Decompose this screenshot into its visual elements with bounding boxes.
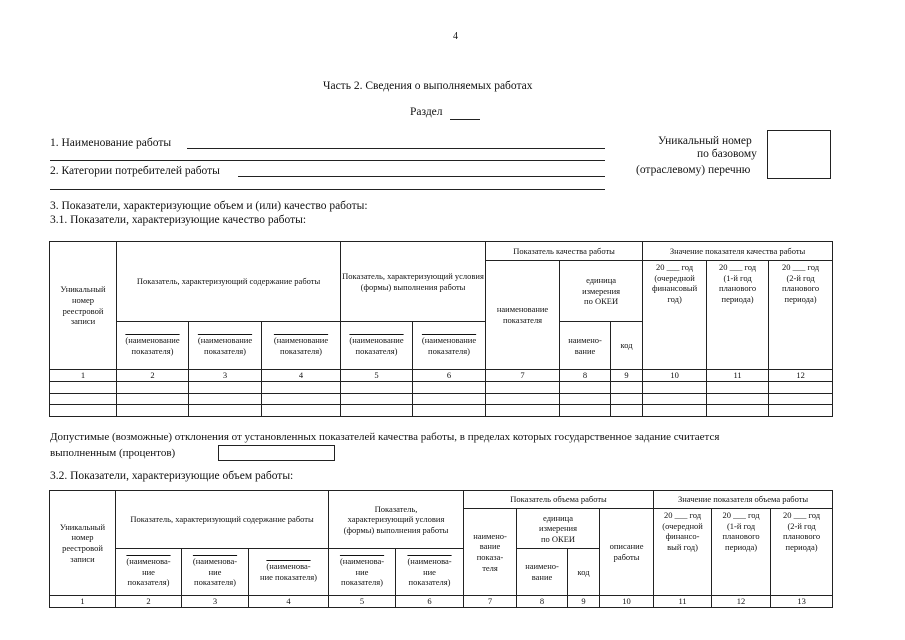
deviation-text-line2: выполненным (процентов) <box>50 447 176 459</box>
section-label: Раздел <box>410 106 443 118</box>
column-number: 10 <box>600 596 654 608</box>
table-row[interactable] <box>50 381 833 393</box>
indicator-name-header: наимено- вание показа- теля <box>464 509 517 596</box>
work-name-field-line2[interactable] <box>50 160 605 161</box>
section-number-field[interactable] <box>450 119 480 120</box>
table-row[interactable] <box>50 404 833 416</box>
column-number: 11 <box>707 370 769 382</box>
column-number: 2 <box>117 370 189 382</box>
unique-number-box[interactable] <box>767 130 831 179</box>
column-number: 9 <box>568 596 600 608</box>
heading-3: 3. Показатели, характеризующие объем и (или) качество работы: <box>50 200 368 212</box>
indicator-name-cell: (наименова- ние показателя) <box>116 549 182 596</box>
content-indicator-header: Показатель, характеризующий содержание работы <box>117 242 341 322</box>
volume-indicator-header: Показатель объема работы <box>464 491 654 509</box>
indicator-name-cell: (наименование показателя) <box>262 322 341 370</box>
heading-3-2: 3.2. Показатели, характеризующие объем работы: <box>50 470 294 482</box>
column-number: 9 <box>611 370 643 382</box>
column-number: 4 <box>249 596 329 608</box>
quality-indicator-header: Показатель качества работы <box>486 242 643 261</box>
indicator-name-cell: (наименование показателя) <box>117 322 189 370</box>
column-number: 1 <box>50 370 117 382</box>
indicator-name-cell: (наименова- ние показателя) <box>329 549 396 596</box>
deviation-percent-box[interactable] <box>218 445 335 461</box>
indicator-name-cell: (наименова- ние показателя) <box>249 549 329 596</box>
quality-table <box>49 241 833 417</box>
column-number: 8 <box>560 370 611 382</box>
column-number: 10 <box>643 370 707 382</box>
page-number: 4 <box>453 31 458 42</box>
column-number: 8 <box>517 596 568 608</box>
unit-name-cell: наимено- вание <box>560 322 611 370</box>
indicator-name-cell: (наименование показателя) <box>341 322 413 370</box>
indicator-name-cell: (наименова- ние показателя) <box>182 549 249 596</box>
quality-value-header: Значение показателя качества работы <box>643 242 833 261</box>
consumer-categories-field[interactable] <box>238 176 605 177</box>
column-number: 3 <box>182 596 249 608</box>
content-indicator-header: Показатель, характеризующий содержание работы <box>116 491 329 549</box>
year-plan2-header: 20 ___ год (2-й год планового периода) <box>771 509 833 596</box>
unique-number-label-2: по базовому <box>697 148 757 160</box>
unique-record-header: Уникальный номер реестровой записи <box>50 491 116 596</box>
column-number: 13 <box>771 596 833 608</box>
conditions-indicator-header: Показатель, характеризующий условия (формы) выполнения работы <box>341 242 486 322</box>
conditions-indicator-header: Показатель, характеризующий условия (формы) выполнения работы <box>329 491 464 549</box>
volume-value-header: Значение показателя объема работы <box>654 491 833 509</box>
work-name-field[interactable] <box>187 148 605 149</box>
year-plan1-header: 20 ___ год (1-й год планового периода) <box>712 509 771 596</box>
part-title: Часть 2. Сведения о выполняемых работах <box>323 80 533 92</box>
year-plan1-header: 20 ___ год (1-й год планового периода) <box>707 261 769 370</box>
column-number: 6 <box>396 596 464 608</box>
column-number: 12 <box>712 596 771 608</box>
column-number: 6 <box>413 370 486 382</box>
column-number: 12 <box>769 370 833 382</box>
column-number: 11 <box>654 596 712 608</box>
year-plan2-header: 20 ___ год (2-й год планового периода) <box>769 261 833 370</box>
indicator-name-cell: (наименование показателя) <box>413 322 486 370</box>
deviation-text-line1: Допустимые (возможные) отклонения от установленных показателей качества работы, в пределах которых государственное задание считается <box>50 431 720 443</box>
unique-number-label-3: (отраслевому) перечню <box>636 164 751 176</box>
table-row[interactable] <box>50 393 833 404</box>
column-number: 5 <box>329 596 396 608</box>
volume-table <box>49 490 833 608</box>
consumer-categories-label: 2. Категории потребителей работы <box>50 165 220 177</box>
year-current-header: 20 ___ год (очередной финансовый год) <box>643 261 707 370</box>
column-number: 2 <box>116 596 182 608</box>
consumer-categories-field-line2[interactable] <box>50 189 605 190</box>
column-number: 1 <box>50 596 116 608</box>
indicator-name-cell: (наименование показателя) <box>189 322 262 370</box>
work-name-label: 1. Наименование работы <box>50 137 172 149</box>
indicator-name-cell: (наименова- ние показателя) <box>396 549 464 596</box>
unit-header: единица измерения по ОКЕИ <box>517 509 600 549</box>
unique-record-header: Уникальный номер реестровой записи <box>50 242 117 370</box>
indicator-name-header: наименование показателя <box>486 261 560 370</box>
unit-header: единица измерения по ОКЕИ <box>560 261 643 322</box>
unique-number-label-1: Уникальный номер <box>658 135 752 147</box>
column-number: 5 <box>341 370 413 382</box>
unit-code-cell: код <box>568 549 600 596</box>
unit-name-cell: наимено- вание <box>517 549 568 596</box>
unit-code-cell: код <box>611 322 643 370</box>
heading-3-1: 3.1. Показатели, характеризующие качество работы: <box>50 214 307 226</box>
column-number: 7 <box>486 370 560 382</box>
column-number: 4 <box>262 370 341 382</box>
work-description-header: описание работы <box>600 509 654 596</box>
year-current-header: 20 ___ год (очередной финансо- вый год) <box>654 509 712 596</box>
column-number: 3 <box>189 370 262 382</box>
column-number: 7 <box>464 596 517 608</box>
